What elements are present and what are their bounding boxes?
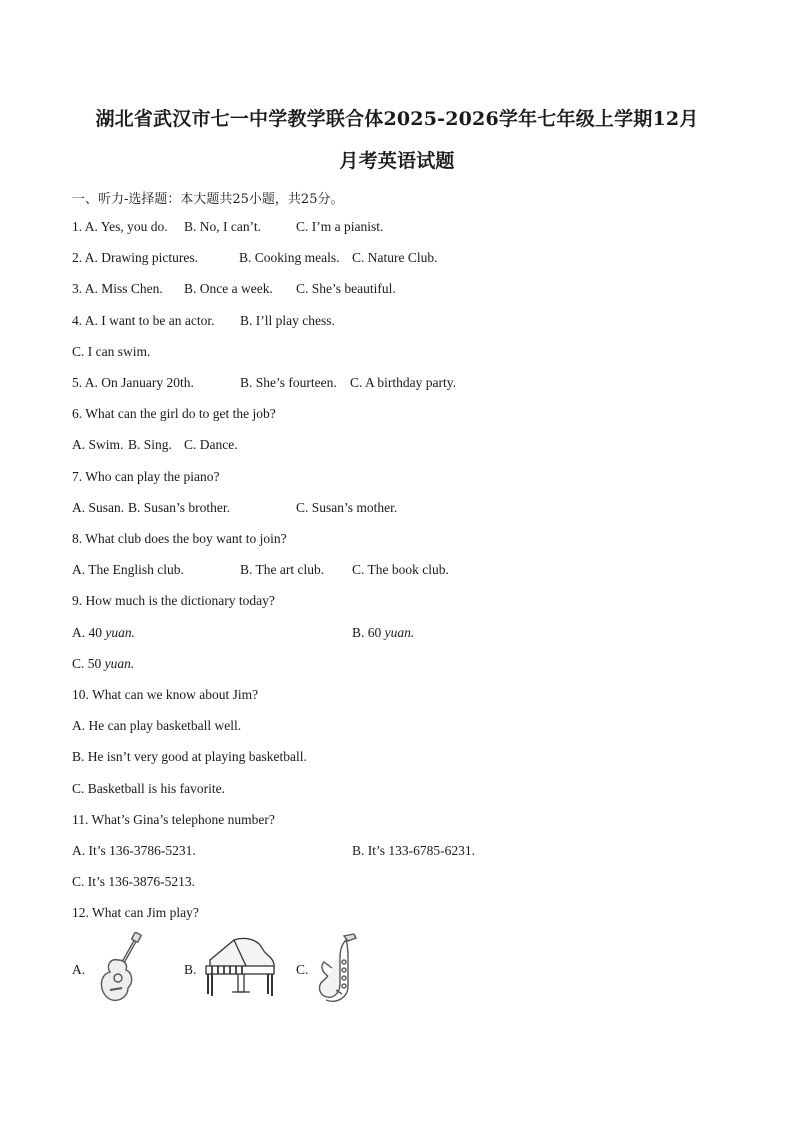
question-1 (72, 219, 168, 235)
q9-option-c (72, 656, 134, 672)
q11-stem: 11. What’s Gina’s telephone number? (72, 812, 275, 827)
q3-option-c: C. She’s beautiful. (296, 281, 396, 296)
q1-option-a: 1. A. Yes, you do. (72, 219, 168, 234)
exam-title-line-2: 月考英语试题 (339, 150, 455, 172)
q2-option-c: C. Nature Club. (352, 250, 438, 265)
q9-option-c-unit: yuan. (104, 656, 135, 671)
saxophone-icon (314, 932, 360, 1004)
q7-option-c: C. Susan’s mother. (296, 500, 398, 515)
q6-stem: 6. What can the girl do to get the job? (72, 406, 276, 421)
q9-option-a (72, 625, 135, 641)
q3-option-a: 3. A. Miss Chen. (72, 281, 163, 296)
q12-stem: 12. What can Jim play? (72, 905, 199, 920)
q8-option-c: C. The book club. (352, 562, 449, 577)
q6-option-b: B. Sing. (128, 437, 172, 452)
q6-option-c: C. Dance. (184, 437, 238, 452)
q3-option-b: B. Once a week. (184, 281, 273, 296)
q4-option-a: 4. A. I want to be an actor. (72, 313, 215, 328)
q10-option-b: B. He isn’t very good at playing basketball. (72, 749, 307, 764)
exam-title-line-1: 湖北省武汉市七一中学教学联合体2025-2026学年七年级上学期12月 (95, 108, 699, 130)
q9-option-c-label: C. 50 (72, 656, 102, 671)
q8-option-a: A. The English club. (72, 562, 184, 577)
q12-option-b-label: B. (184, 962, 197, 977)
q9-stem: 9. How much is the dictionary today? (72, 593, 275, 608)
q9-option-a-unit: yuan. (105, 625, 135, 640)
q9-option-b-label: B. 60 (352, 625, 382, 640)
q6-option-a: A. Swim. (72, 437, 124, 452)
q11-option-c: C. It’s 136-3876-5213. (72, 874, 195, 889)
q10-stem: 10. What can we know about Jim? (72, 687, 259, 702)
q1-option-c: C. I’m a pianist. (296, 219, 384, 234)
q4-option-b: B. I’ll play chess. (240, 313, 335, 328)
q1-option-b: B. No, I can’t. (184, 219, 261, 234)
guitar-icon (94, 932, 142, 1004)
q9-option-b (352, 625, 414, 641)
q2-option-a: 2. A. Drawing pictures. (72, 250, 198, 265)
q9-option-b-unit: yuan. (384, 625, 415, 640)
q10-option-a: A. He can play basketball well. (72, 718, 242, 733)
q8-stem: 8. What club does the boy want to join? (72, 531, 287, 546)
q5-option-a: 5. A. On January 20th. (72, 375, 194, 390)
q12-option-a-label: A. (72, 962, 86, 977)
q7-stem: 7. Who can play the piano? (72, 469, 220, 484)
q12-option-c-label: C. (296, 962, 309, 977)
q11-option-a: A. It’s 136-3786-5231. (72, 843, 196, 858)
q2-option-b: B. Cooking meals. (239, 250, 340, 265)
q7-option-a: A. Susan. (72, 500, 125, 515)
q5-option-b: B. She’s fourteen. (240, 375, 337, 390)
q10-option-c: C. Basketball is his favorite. (72, 781, 225, 796)
q5-option-c: C. A birthday party. (350, 375, 456, 390)
q7-option-b: B. Susan’s brother. (128, 500, 231, 515)
piano-icon (202, 936, 276, 1000)
q8-option-b: B. The art club. (240, 562, 325, 577)
q11-option-b: B. It’s 133-6785-6231. (352, 843, 475, 858)
q9-option-a-label: A. 40 (72, 625, 102, 640)
q4-option-c: C. I can swim. (72, 344, 151, 359)
section-heading: 一、听力-选择题：本大题共25小题，共25分。 (72, 192, 344, 207)
